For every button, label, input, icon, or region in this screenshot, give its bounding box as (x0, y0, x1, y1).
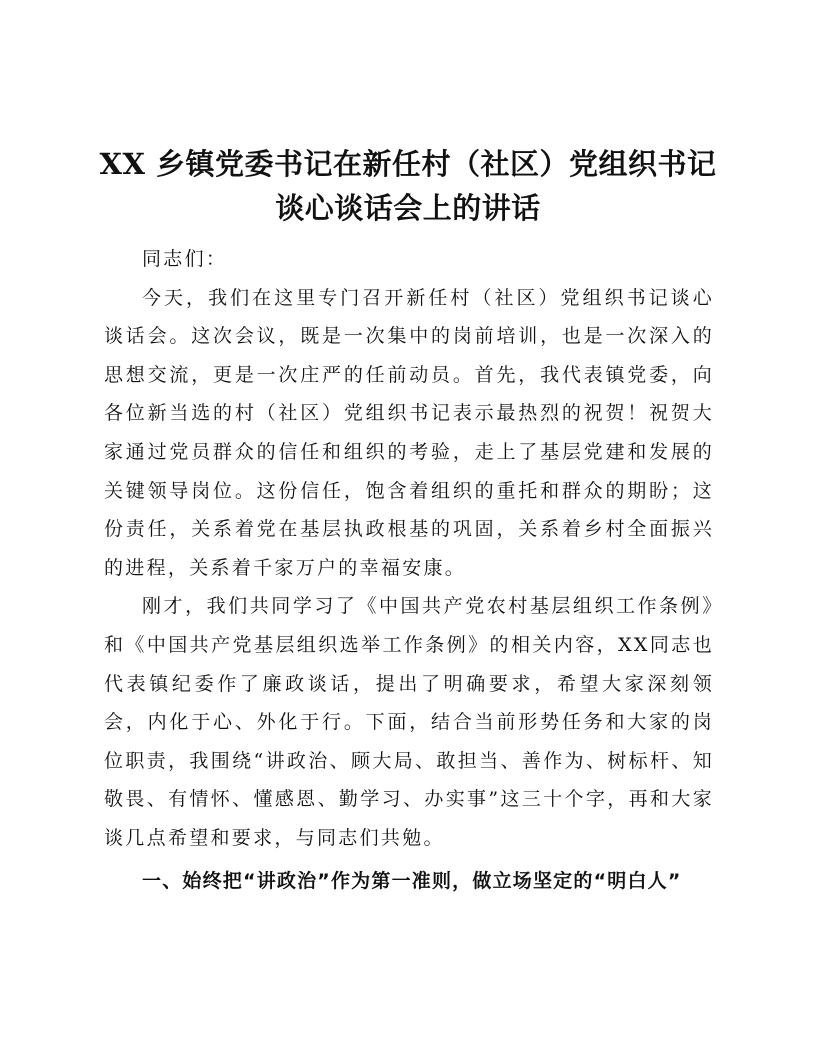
section-heading-1: 一、始终把“讲政治”作为第一准则，做立场坚定的“明白人” (142, 869, 682, 892)
document-title-line-1: XX 乡镇党委书记在新任村（社区）党组织书记 (99, 147, 717, 181)
paragraph-1: 今天，我们在这里专门召开新任村（社区）党组织书记谈心谈话会。这次会议，既是一次集中的岗前培训，也是一次深入的思想交流，更是一次庄严的任前动员。首先，我代表镇党委，向各位新当选的村（社区）党组织书记表示最热烈的祝贺！祝贺大家通过党员群众的信任和组织的考验，走上了基层党建和发展的关键领导岗位。这份信任，饱含着组织的重托和群众的期盼；这份责任，关系着党在基层执政根基的巩固，关系着乡村全面振兴的进程，关系着千家万户的幸福安康。 (104, 286, 714, 579)
document-title-line-2: 谈心谈话会上的讲话 (275, 191, 541, 225)
document-body (104, 240, 714, 900)
salutation: 同志们： (142, 248, 228, 270)
paragraph-2: 刚才，我们共同学习了《中国共产党农村基层组织工作条例》和《中国共产党基层组织选举工作条例》的相关内容，XX同志也代表镇纪委作了廉政谈话，提出了明确要求，希望大家深刻领会，内化于心、外化于行。下面，结合当前形势任务和大家的岗位职责，我围绕“讲政治、顾大局、敢担当、善作为、树标杆、知敬畏、有情怀、懂感恩、勤学习、办实事”这三十个字，再和大家谈几点希望和要求，与同志们共勉。 (104, 595, 714, 849)
